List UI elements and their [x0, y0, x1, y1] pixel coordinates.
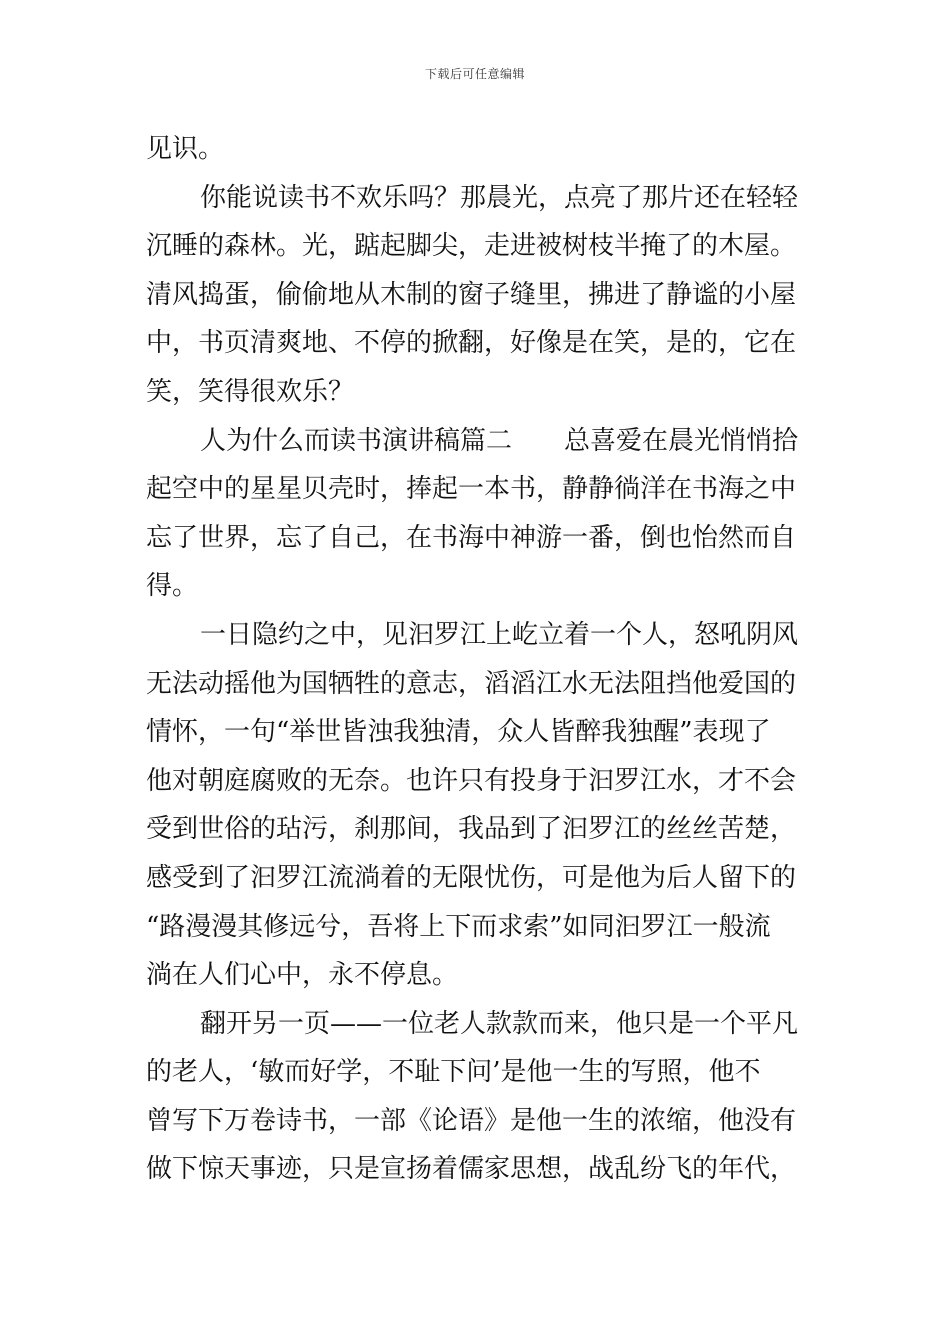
text-line: 淌在人们心中，永不停息。 [146, 960, 459, 991]
text-line: 他对朝庭腐败的无奈。也许只有投身于汩罗江水，才不会 [146, 765, 797, 796]
text-line: 无法动摇他为国牺牲的意志，滔滔江水无法阻挡他爱国的 [146, 668, 797, 699]
text-line: 沉睡的森林。光，踮起脚尖，走进被树枝半掩了的木屋。 [146, 231, 797, 262]
text-line: 感受到了汩罗江流淌着的无限忧伤，可是他为后人留下的 [146, 862, 797, 893]
text-line: 的老人，‘敏而好学，不耻下问’是他一生的写照，他不 [146, 1057, 761, 1088]
text-segment: 总喜爱在晨光悄悄拾 [564, 425, 799, 456]
text-line: 受到世俗的玷污，刹那间，我品到了汩罗江的丝丝苦楚， [146, 814, 797, 845]
text-line: 忘了世界，忘了自己，在书海中神游一番，倒也怡然而自 [146, 522, 797, 553]
text-line: 翻开另一页——一位老人款款而来，他只是一个平凡 [200, 1008, 799, 1039]
text-line: 你能说读书不欢乐吗？那晨光，点亮了那片还在轻轻 [200, 182, 799, 213]
text-line: 情怀，一句“举世皆浊我独清，众人皆醉我独醒”表现了 [146, 717, 771, 748]
text-line: 清风捣蛋，偷偷地从木制的窗子缝里，拂进了静谧的小屋 [146, 279, 797, 310]
text-line: 一日隐约之中，见汩罗江上屹立着一个人，怒吼阴风 [200, 619, 799, 650]
text-line: 见识。 [146, 134, 225, 164]
text-line: 曾写下万卷诗书，一部《论语》是他一生的浓缩，他没有 [146, 1105, 797, 1136]
page-header: 下载后可任意编辑 [424, 67, 525, 81]
text-line: 笑，笑得很欢乐？ [146, 376, 355, 407]
text-line: 中，书页清爽地、不停的掀翻，好像是在笑，是的，它在 [146, 328, 797, 359]
text-line: “路漫漫其修远兮，吾将上下而求索”如同汩罗江一般流 [146, 911, 771, 942]
body-text [146, 125, 816, 1194]
text-line: 起空中的星星贝壳时，捧起一本书，静静徜洋在书海之中 [146, 474, 797, 505]
text-line: 做下惊天事迹，只是宣扬着儒家思想，战乱纷飞的年代， [146, 1154, 797, 1185]
section-title: 人为什么而读书演讲稿篇二 [200, 425, 513, 456]
text-line: 得。 [146, 571, 199, 602]
section-title-line [146, 417, 816, 466]
